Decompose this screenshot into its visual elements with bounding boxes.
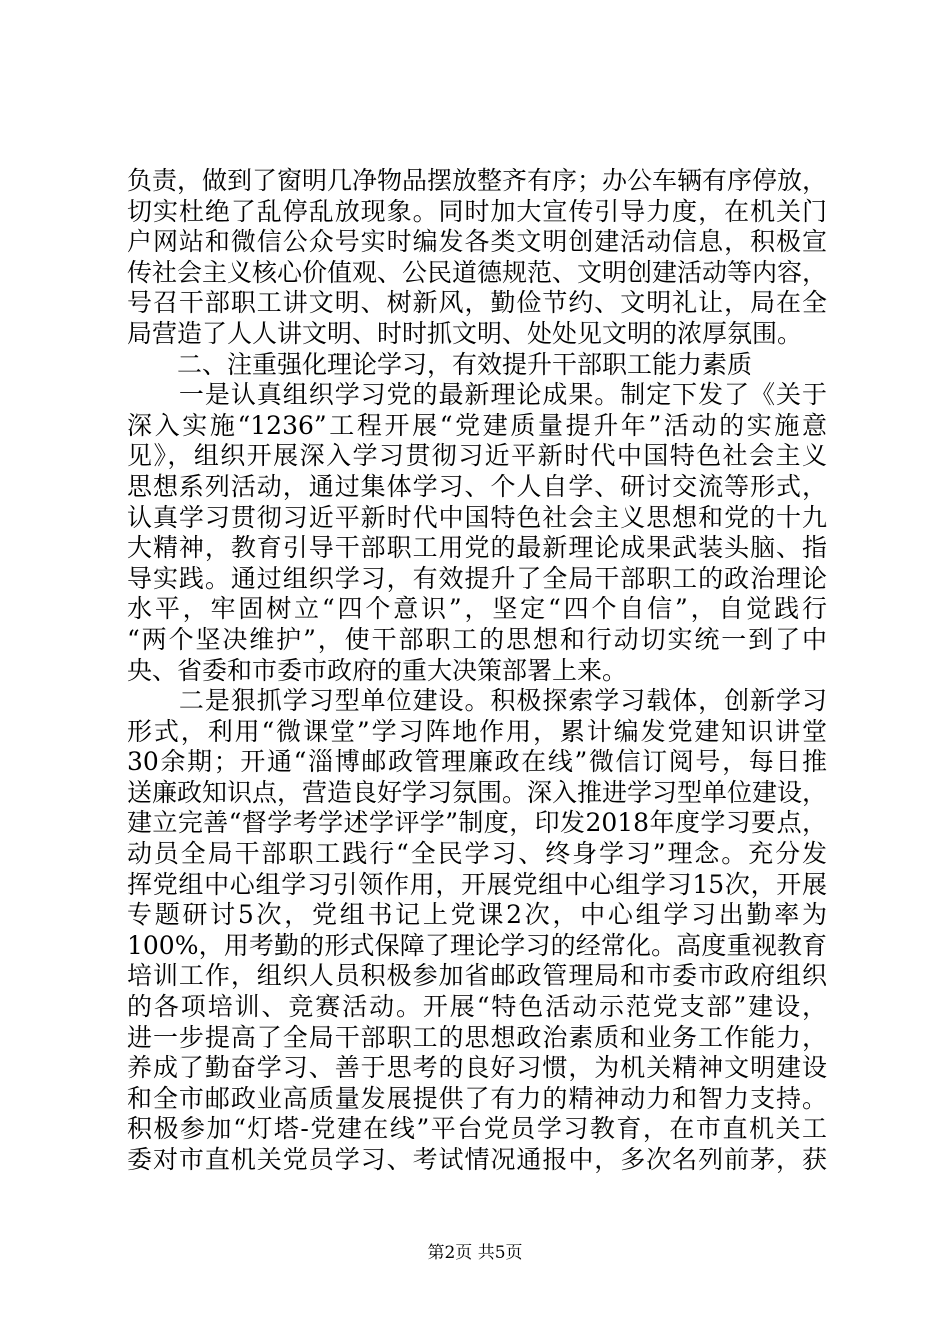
text-line: 局营造了人人讲文明、时时抓文明、处处见文明的浓厚氛围。 <box>127 318 803 348</box>
text-line: 100%，用考勤的形式保障了理论学习的经常化。高度重视教育 <box>127 930 827 960</box>
text-line: 送廉政知识点，营造良好学习氛围。深入推进学习型单位建设， <box>127 777 827 807</box>
text-line: 传社会主义核心价值观、公民道德规范、文明创建活动等内容， <box>127 257 827 287</box>
text-line: 二、注重强化理论学习，有效提升干部职工能力素质 <box>127 349 753 379</box>
text-line: 二是狠抓学习型单位建设。积极探索学习载体，创新学习 <box>127 686 827 716</box>
text-line: 挥党组中心组学习引领作用，开展党组中心组学习15次，开展 <box>127 869 827 899</box>
text-line: 进一步提高了全局干部职工的思想政治素质和业务工作能力， <box>127 1022 827 1052</box>
text-line: 专题研讨5次，党组书记上党课2次，中心组学习出勤率为 <box>127 900 827 930</box>
document-body <box>127 166 827 1176</box>
text-line: 户网站和微信公众号实时编发各类文明创建活动信息，积极宣 <box>127 227 827 257</box>
text-line: 动员全局干部职工践行“全民学习、终身学习”理念。充分发 <box>127 839 827 869</box>
page-footer: 第2页 共5页 <box>427 1243 523 1263</box>
text-line: 负责，做到了窗明几净物品摆放整齐有序；办公车辆有序停放， <box>127 166 827 195</box>
text-line: 大精神，教育引导干部职工用党的最新理论成果武装头脑、指 <box>127 533 827 563</box>
text-line: 见》，组织开展深入学习贯彻习近平新时代中国特色社会主义 <box>127 441 827 471</box>
text-line: 认真学习贯彻习近平新时代中国特色社会主义思想和党的十九 <box>127 502 827 532</box>
text-line: “两个坚决维护”，使干部职工的思想和行动切实统一到了中 <box>127 624 827 654</box>
text-line: 水平，牢固树立“四个意识”，坚定“四个自信”，自觉践行 <box>127 594 827 624</box>
text-line: 养成了勤奋学习、善于思考的良好习惯，为机关精神文明建设 <box>127 1053 827 1083</box>
text-line: 积极参加“灯塔-党建在线”平台党员学习教育，在市直机关工 <box>127 1114 827 1144</box>
text-line: 切实杜绝了乱停乱放现象。同时加大宣传引导力度，在机关门 <box>127 196 827 226</box>
text-line: 导实践。通过组织学习，有效提升了全局干部职工的政治理论 <box>127 563 827 593</box>
text-line: 央、省委和市委市政府的重大决策部署上来。 <box>127 655 628 685</box>
text-line: 一是认真组织学习党的最新理论成果。制定下发了《关于 <box>127 380 827 410</box>
text-line: 思想系列活动，通过集体学习、个人自学、研讨交流等形式， <box>127 471 827 501</box>
text-line: 30余期；开通“淄博邮政管理廉政在线”微信订阅号，每日推 <box>127 747 827 777</box>
text-line: 培训工作，组织人员积极参加省邮政管理局和市委市政府组织 <box>127 961 827 991</box>
text-line: 的各项培训、竞赛活动。开展“特色活动示范党支部”建设， <box>127 992 827 1022</box>
text-line: 形式，利用“微课堂”学习阵地作用，累计编发党建知识讲堂 <box>127 716 827 746</box>
text-line: 建立完善“督学考学述学评学”制度，印发2018年度学习要点， <box>127 808 827 838</box>
text-line: 号召干部职工讲文明、树新风，勤俭节约、文明礼让，局在全 <box>127 288 827 318</box>
text-line: 深入实施“1236”工程开展“党建质量提升年”活动的实施意 <box>127 410 827 440</box>
text-line: 委对市直机关党员学习、考试情况通报中，多次名列前茅，获 <box>127 1145 827 1174</box>
text-line: 和全市邮政业高质量发展提供了有力的精神动力和智力支持。 <box>127 1083 827 1113</box>
